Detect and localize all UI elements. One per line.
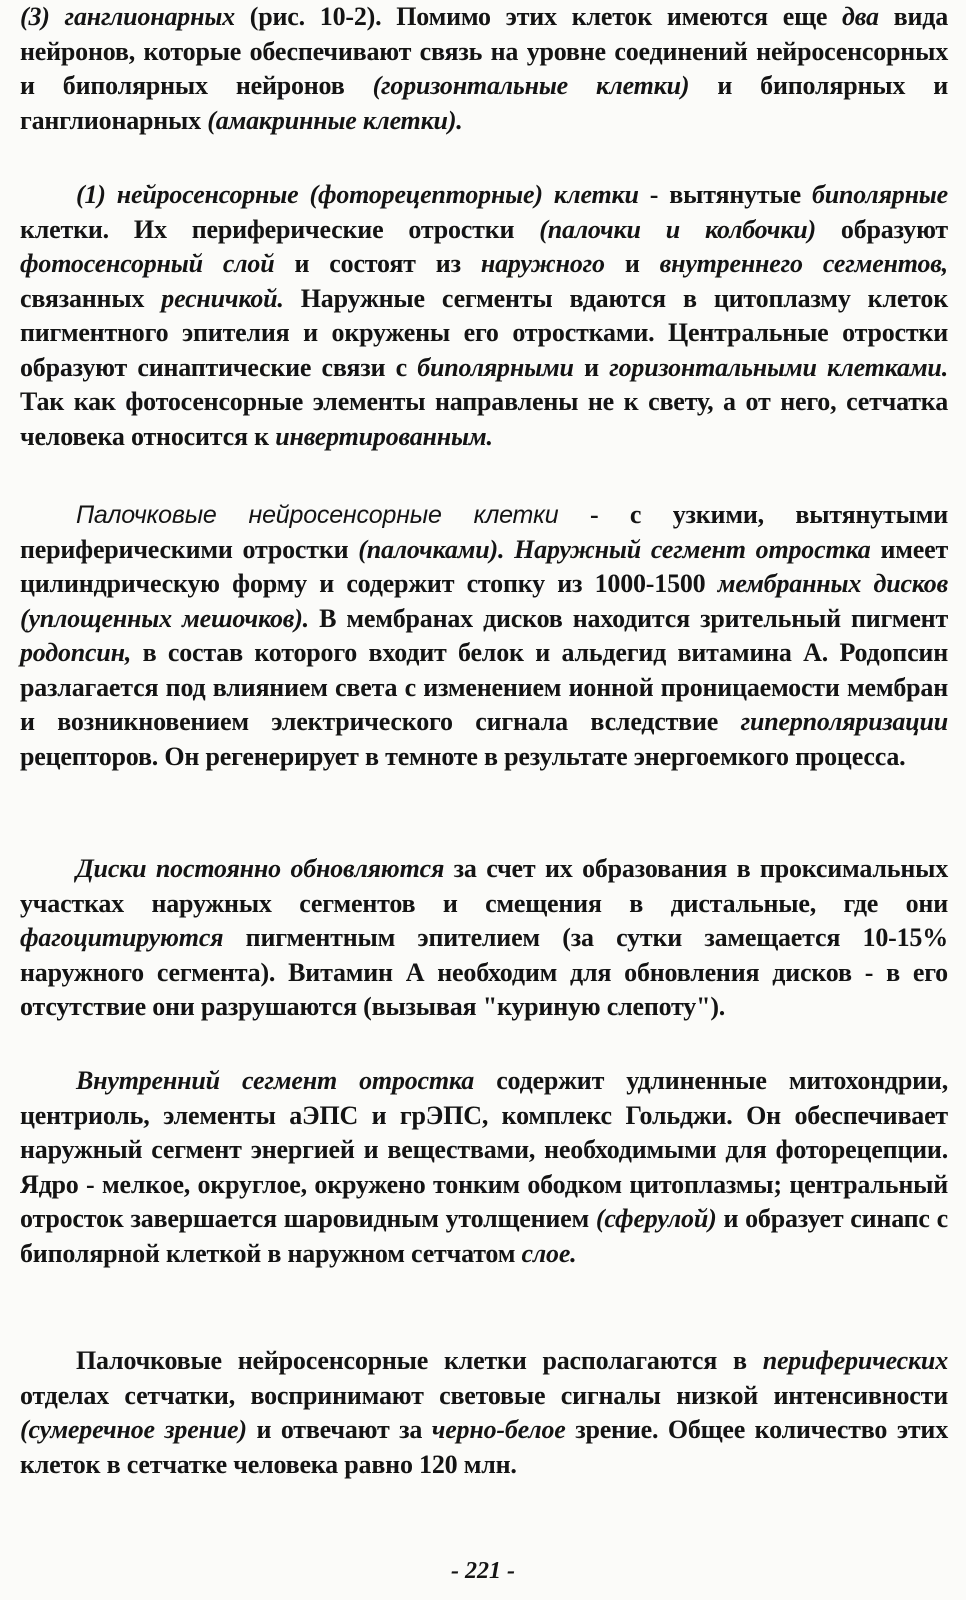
- text-span: - вытянутые: [638, 180, 812, 209]
- paragraph-ganglion-cells: [20, 0, 948, 138]
- text-span: и: [604, 249, 660, 278]
- text-span: гиперполяризации: [740, 707, 948, 736]
- text-span: два: [842, 2, 879, 31]
- text-span: и состоят из: [274, 249, 481, 278]
- text-span: (сумеречное зрение): [20, 1415, 247, 1444]
- text-span: черно-белое: [431, 1415, 566, 1444]
- text-span: (амакринные клетки).: [207, 105, 463, 135]
- text-span: рецепторов. Он регенерирует в темноте в результате энергоемкого процесса.: [20, 741, 906, 771]
- text-span: (сферулой): [595, 1204, 717, 1233]
- text-span: образуют: [815, 214, 948, 244]
- text-span: [504, 535, 514, 564]
- text-span: наружного: [480, 249, 605, 278]
- text-span: отделах сетчатки, воспринимают световые сигналы низкой интенсивности: [20, 1380, 948, 1410]
- text-span: и биполярных и ганглионарных: [20, 71, 948, 135]
- text-span: инвертированным.: [275, 421, 493, 451]
- text-span: горизонтальными клетками.: [609, 352, 948, 382]
- text-span: - с узкими, вытянутыми периферическими отростки: [20, 500, 948, 564]
- text-span: внутреннего сегментов,: [659, 249, 948, 278]
- text-span: Внутренний сегмент отростка: [76, 1066, 475, 1095]
- text-span: фотосенсорный слой: [20, 249, 275, 278]
- text-span: и отвечают за: [246, 1415, 432, 1444]
- paragraph-inner-segment: [20, 1064, 948, 1271]
- text-span: родопсин,: [20, 638, 132, 667]
- text-span: Палочковые нейросенсорные клетки: [76, 501, 559, 529]
- text-span: (рис. 10-2). Помимо этих клеток имеются еще: [234, 2, 843, 31]
- text-span: вида нейронов, которые обеспечивают связь на уровне соединений нейросенсорных и биполярных нейронов: [20, 2, 948, 100]
- paragraph-neurosensory-cells: [20, 178, 948, 454]
- text-span: (3) ганглионарных: [20, 2, 235, 31]
- text-span: за счет их образования в проксимальных участках наружных сегментов и смещения в дистальные, где они: [20, 854, 949, 918]
- text-span: ресничкой.: [161, 283, 284, 313]
- text-span: содержит удлиненные митохондрии, центриоль, элементы аЭПС и грЭПС, комплекс Гольджи. Он обеспечивает наружный сегмент энергией и веществами, необходимыми для фоторецепции. Ядро - мелкое, округлое, окружено тонким ободком цитоплазмы; центральный отросток завершается шаровидным утолщением: [20, 1066, 948, 1233]
- text-span: периферических: [762, 1346, 948, 1375]
- text-span: мембранных дисков (уплощенных мешочков).: [20, 569, 948, 633]
- text-span: (1) нейросенсорные (фоторецепторные) клетки: [76, 180, 639, 209]
- text-span: связанных: [20, 283, 162, 313]
- page-number: - 221 -: [451, 1558, 515, 1584]
- text-span: биполярными: [417, 352, 574, 382]
- text-span: в состав которого входит белок и альдегид витамина А. Родопсин разлагается под влиянием света с изменением ионной проницаемости мембран и возникновением электрического сигнала вследствие: [20, 638, 948, 736]
- paragraph-rod-cells: [20, 498, 948, 774]
- text-span: имеет цилиндрическую форму и содержит стопку из 1000-1500: [20, 534, 949, 598]
- text-span: Палочковые нейросенсорные клетки располагаются в: [76, 1346, 763, 1375]
- text-span: клетки. Их периферические отростки: [20, 214, 540, 244]
- text-span: (горизонтальные клетки): [372, 71, 690, 100]
- text-span: зрение. Общее количество этих клеток в сетчатке человека равно 120 млн.: [20, 1415, 949, 1479]
- text-span: (палочки и колбочки): [539, 214, 816, 244]
- text-span: Так как фотосенсорные элементы направлены не к свету, а от него, сетчатка человека относится к: [20, 387, 948, 451]
- text-span: фагоцитируются: [20, 923, 224, 952]
- text-span: Наружный сегмент отростка: [514, 534, 871, 564]
- text-span: пигментным эпителием (за сутки замещается 10-15% наружного сегмента). Витамин А необходим для обновления дисков - в его отсутствие они разрушаются (вызывая "куриную слепоту").: [20, 923, 948, 1021]
- text-span: В мембранах дисков находится зрительный пигмент: [308, 603, 949, 633]
- text-span: слое.: [521, 1238, 577, 1268]
- text-span: Диски постоянно обновляются: [76, 854, 445, 883]
- text-span: (палочками).: [358, 534, 505, 564]
- text-span: биполярные: [811, 180, 948, 209]
- paragraph-disc-renewal: [20, 852, 948, 1025]
- paragraph-rod-distribution: [20, 1344, 948, 1482]
- text-span: и: [573, 352, 610, 382]
- text-span: Наружные сегменты вдаются в цитоплазму клеток пигментного эпителия и окружены его отростками. Центральные отростки образуют синаптические связи с: [20, 283, 948, 382]
- text-span: и образует синапс с биполярной клеткой в наружном сетчатом: [20, 1204, 948, 1268]
